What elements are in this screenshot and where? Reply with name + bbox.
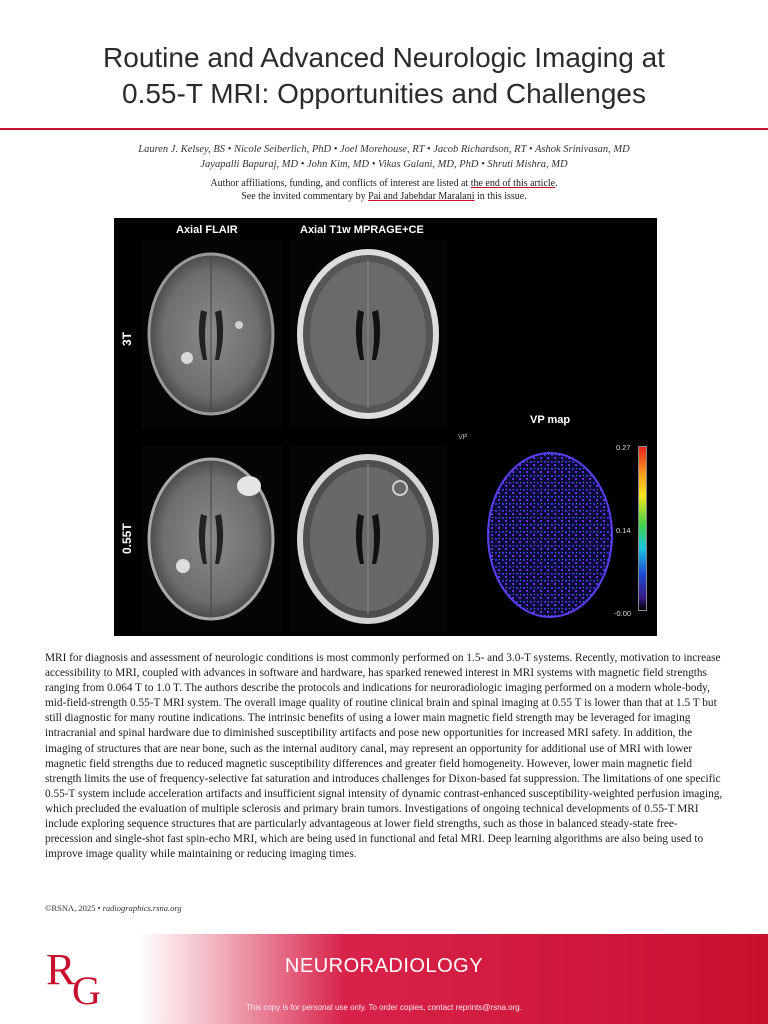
commentary-prefix: See the invited commentary by	[241, 191, 369, 202]
svg-text:G: G	[72, 968, 101, 1008]
authors-line-1: Lauren J. Kelsey, BS • Nicole Seiberlich, PhD • Joel Morehouse, RT • Jacob Richardson, RT • Ashok Srinivasan, MD	[138, 144, 630, 155]
vp-map-image	[480, 446, 620, 624]
vp-map-title: VP map	[530, 414, 571, 426]
svg-text:R: R	[46, 945, 76, 994]
colorbar-mid-label: 0.14	[616, 526, 631, 535]
title-line-2: 0.55-T MRI: Opportunities and Challenges	[122, 78, 646, 109]
mri-055t-flair-image	[141, 446, 282, 632]
affiliations-note	[0, 177, 768, 203]
col-label-t1w: Axial T1w MPRAGE+CE	[300, 224, 424, 236]
personal-use-note: This copy is for personal use only. To order copies, contact reprints@rsna.org.	[246, 1003, 522, 1012]
commentary-suffix: in this issue.	[474, 191, 527, 202]
author-list	[0, 142, 768, 172]
title-line-1: Routine and Advanced Neurologic Imaging at	[103, 42, 665, 73]
abstract-text: MRI for diagnosis and assessment of neurologic conditions is most commonly performed on 1.5- and 3.0-T systems. Recently, motivation to increase accessibility to MRI, coupled with advances in software and hardware, has sparked renewed interest in MRI systems with magnetic field strengths ranging from 0.064 T to 1.0 T. The authors describe the protocols and indications for neuroradiologic imaging performed on a modern whole-body, mid-field-strength 0.55-T MRI system. The overall image quality of routine clinical brain and spinal imaging at 0.55 T is lower than that at 1.5 T but still diagnostic for many routine indications. The intrinsic benefits of using a lower main magnetic field strength may be leveraged for imaging intracranial and spinal hardware due to diminished susceptibility artifacts and pose new opportunities for increased MRI safety. In addition, the imaging of structures that are near bone, such as the internal auditory canal, may represent an opportunity for additional use of MRI with lower magnetic field strengths due to reduced magnetic susceptibility differences and greater field homogeneity. However, lower main magnetic field strength limits the use of frequency-selective fat saturation and introduces challenges for Dixon-based fat suppression. The limitations of one specific 0.55-T system include acceleration artifacts and insufficient signal intensity of dynamic contrast-enhanced susceptibility-weighted perfusion imaging, which precluded the evaluation of multiple sclerosis and primary brain tumors. Investigations of ongoing technical developments of 0.55-T MRI include exploring sequence structures that are particularly advantageous at lower field strengths, such as those in balanced steady-state free-precession and single-shot fast spin-echo MRI, which are being used in functional and fetal MRI. Deep learning algorithms are also being used to improve image quality while maintaining or reducing imaging times.	[45, 652, 723, 861]
mri-3t-t1w-image	[290, 240, 447, 428]
col-label-flair: Axial FLAIR	[176, 224, 238, 236]
authors-line-2: Jayapalli Bapuraj, MD • John Kim, MD • Vikas Gulani, MD, PhD • Shruti Mishra, MD	[200, 159, 568, 170]
vp-small-label: VP	[458, 434, 468, 441]
section-label: NEURORADIOLOGY	[284, 955, 484, 977]
colorbar-min-label: -0.00	[614, 609, 632, 618]
end-of-article-link[interactable]: the end of this article	[470, 178, 556, 189]
mri-figure	[114, 218, 657, 636]
copyright-text: ©RSNA, 2025 •	[45, 903, 103, 913]
copyright-line	[45, 903, 182, 913]
article-title	[0, 40, 768, 112]
row-label-055t: 0.55T	[120, 523, 134, 554]
title-rule	[0, 128, 768, 130]
affil-prefix: Author affiliations, funding, and conflicts of interest are listed at	[210, 178, 471, 189]
commentary-link[interactable]: Pai and Jabehdar Maralani	[368, 191, 475, 202]
journal-site: radiographics.rsna.org	[102, 903, 182, 913]
affil-suffix: .	[555, 178, 558, 189]
mri-3t-flair-image	[141, 240, 282, 428]
vp-colorbar	[638, 446, 647, 611]
row-label-3t: 3T	[120, 331, 134, 346]
colorbar-max-label: 0.27	[616, 443, 631, 452]
mri-055t-t1w-image	[290, 446, 447, 632]
